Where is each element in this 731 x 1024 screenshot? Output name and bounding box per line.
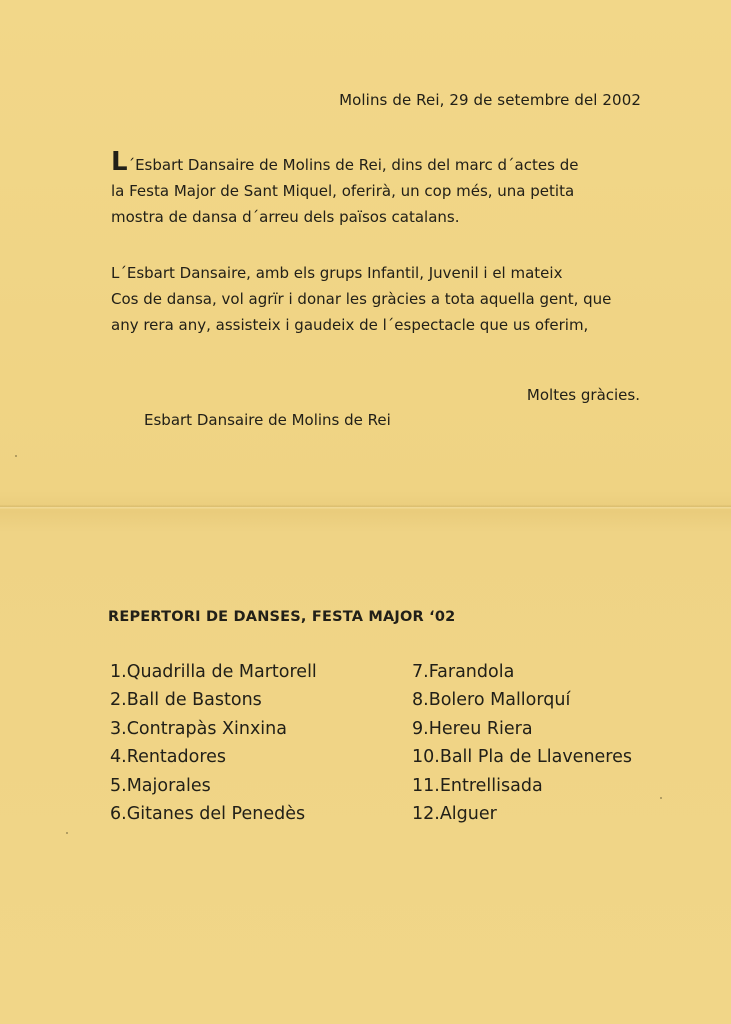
paragraph-intro-line: la Festa Major de Sant Miquel, oferirà, un cop més, una petita [111, 182, 575, 200]
dance-item: 3.Contrapàs Xinxina [110, 718, 287, 739]
drop-cap: L [111, 147, 128, 177]
paragraph-thanks-line: L´Esbart Dansaire, amb els grups Infantil, Juvenil i el mateix [111, 264, 563, 282]
dance-item: 11.Entrellisada [412, 775, 543, 796]
paragraph-intro-line: mostra de dansa d´arreu dels països catalans. [111, 208, 460, 226]
paragraph-thanks-line: Cos de dansa, vol agrïr i donar les gràcies a tota aquella gent, que [111, 290, 612, 308]
dance-item: 12.Alguer [412, 804, 497, 825]
repertoire-right-column [412, 658, 632, 828]
dance-item: 2.Ball de Bastons [110, 690, 262, 711]
dance-item: 1.Quadrilla de Martorell [110, 662, 317, 682]
paper-speck [15, 455, 17, 457]
paragraph-intro-line: ´Esbart Dansaire de Molins de Rei, dins del marc d´actes de [127, 156, 579, 174]
paper-speck [660, 797, 662, 799]
closing-thanks: Moltes gràcies. [526, 386, 640, 404]
dance-item: 6.Gitanes del Penedès [110, 804, 306, 825]
dance-item: 8.Bolero Mallorquí [412, 690, 571, 711]
date-line: Molins de Rei, 29 de setembre del 2002 [339, 91, 641, 109]
paragraph-thanks-line: any rera any, assisteix i gaudeix de l´espectacle que us oferim, [111, 316, 589, 334]
dance-item: 7.Farandola [412, 662, 515, 682]
signature-line: Esbart Dansaire de Molins de Rei [144, 411, 391, 429]
dance-item: 4.Rentadores [110, 747, 227, 768]
paper-speck [66, 832, 68, 834]
paragraph-intro [111, 147, 641, 230]
dance-item: 9.Hereu Riera [412, 718, 533, 739]
dance-item: 5.Majorales [110, 775, 211, 796]
repertoire-title: REPERTORI DE DANSES, FESTA MAJOR ‘02 [108, 609, 456, 625]
paragraph-thanks-groups [111, 260, 641, 338]
paper-fold-line [0, 505, 731, 509]
repertoire-left-column [110, 658, 317, 828]
dance-item: 10.Ball Pla de Llaveneres [412, 747, 632, 768]
